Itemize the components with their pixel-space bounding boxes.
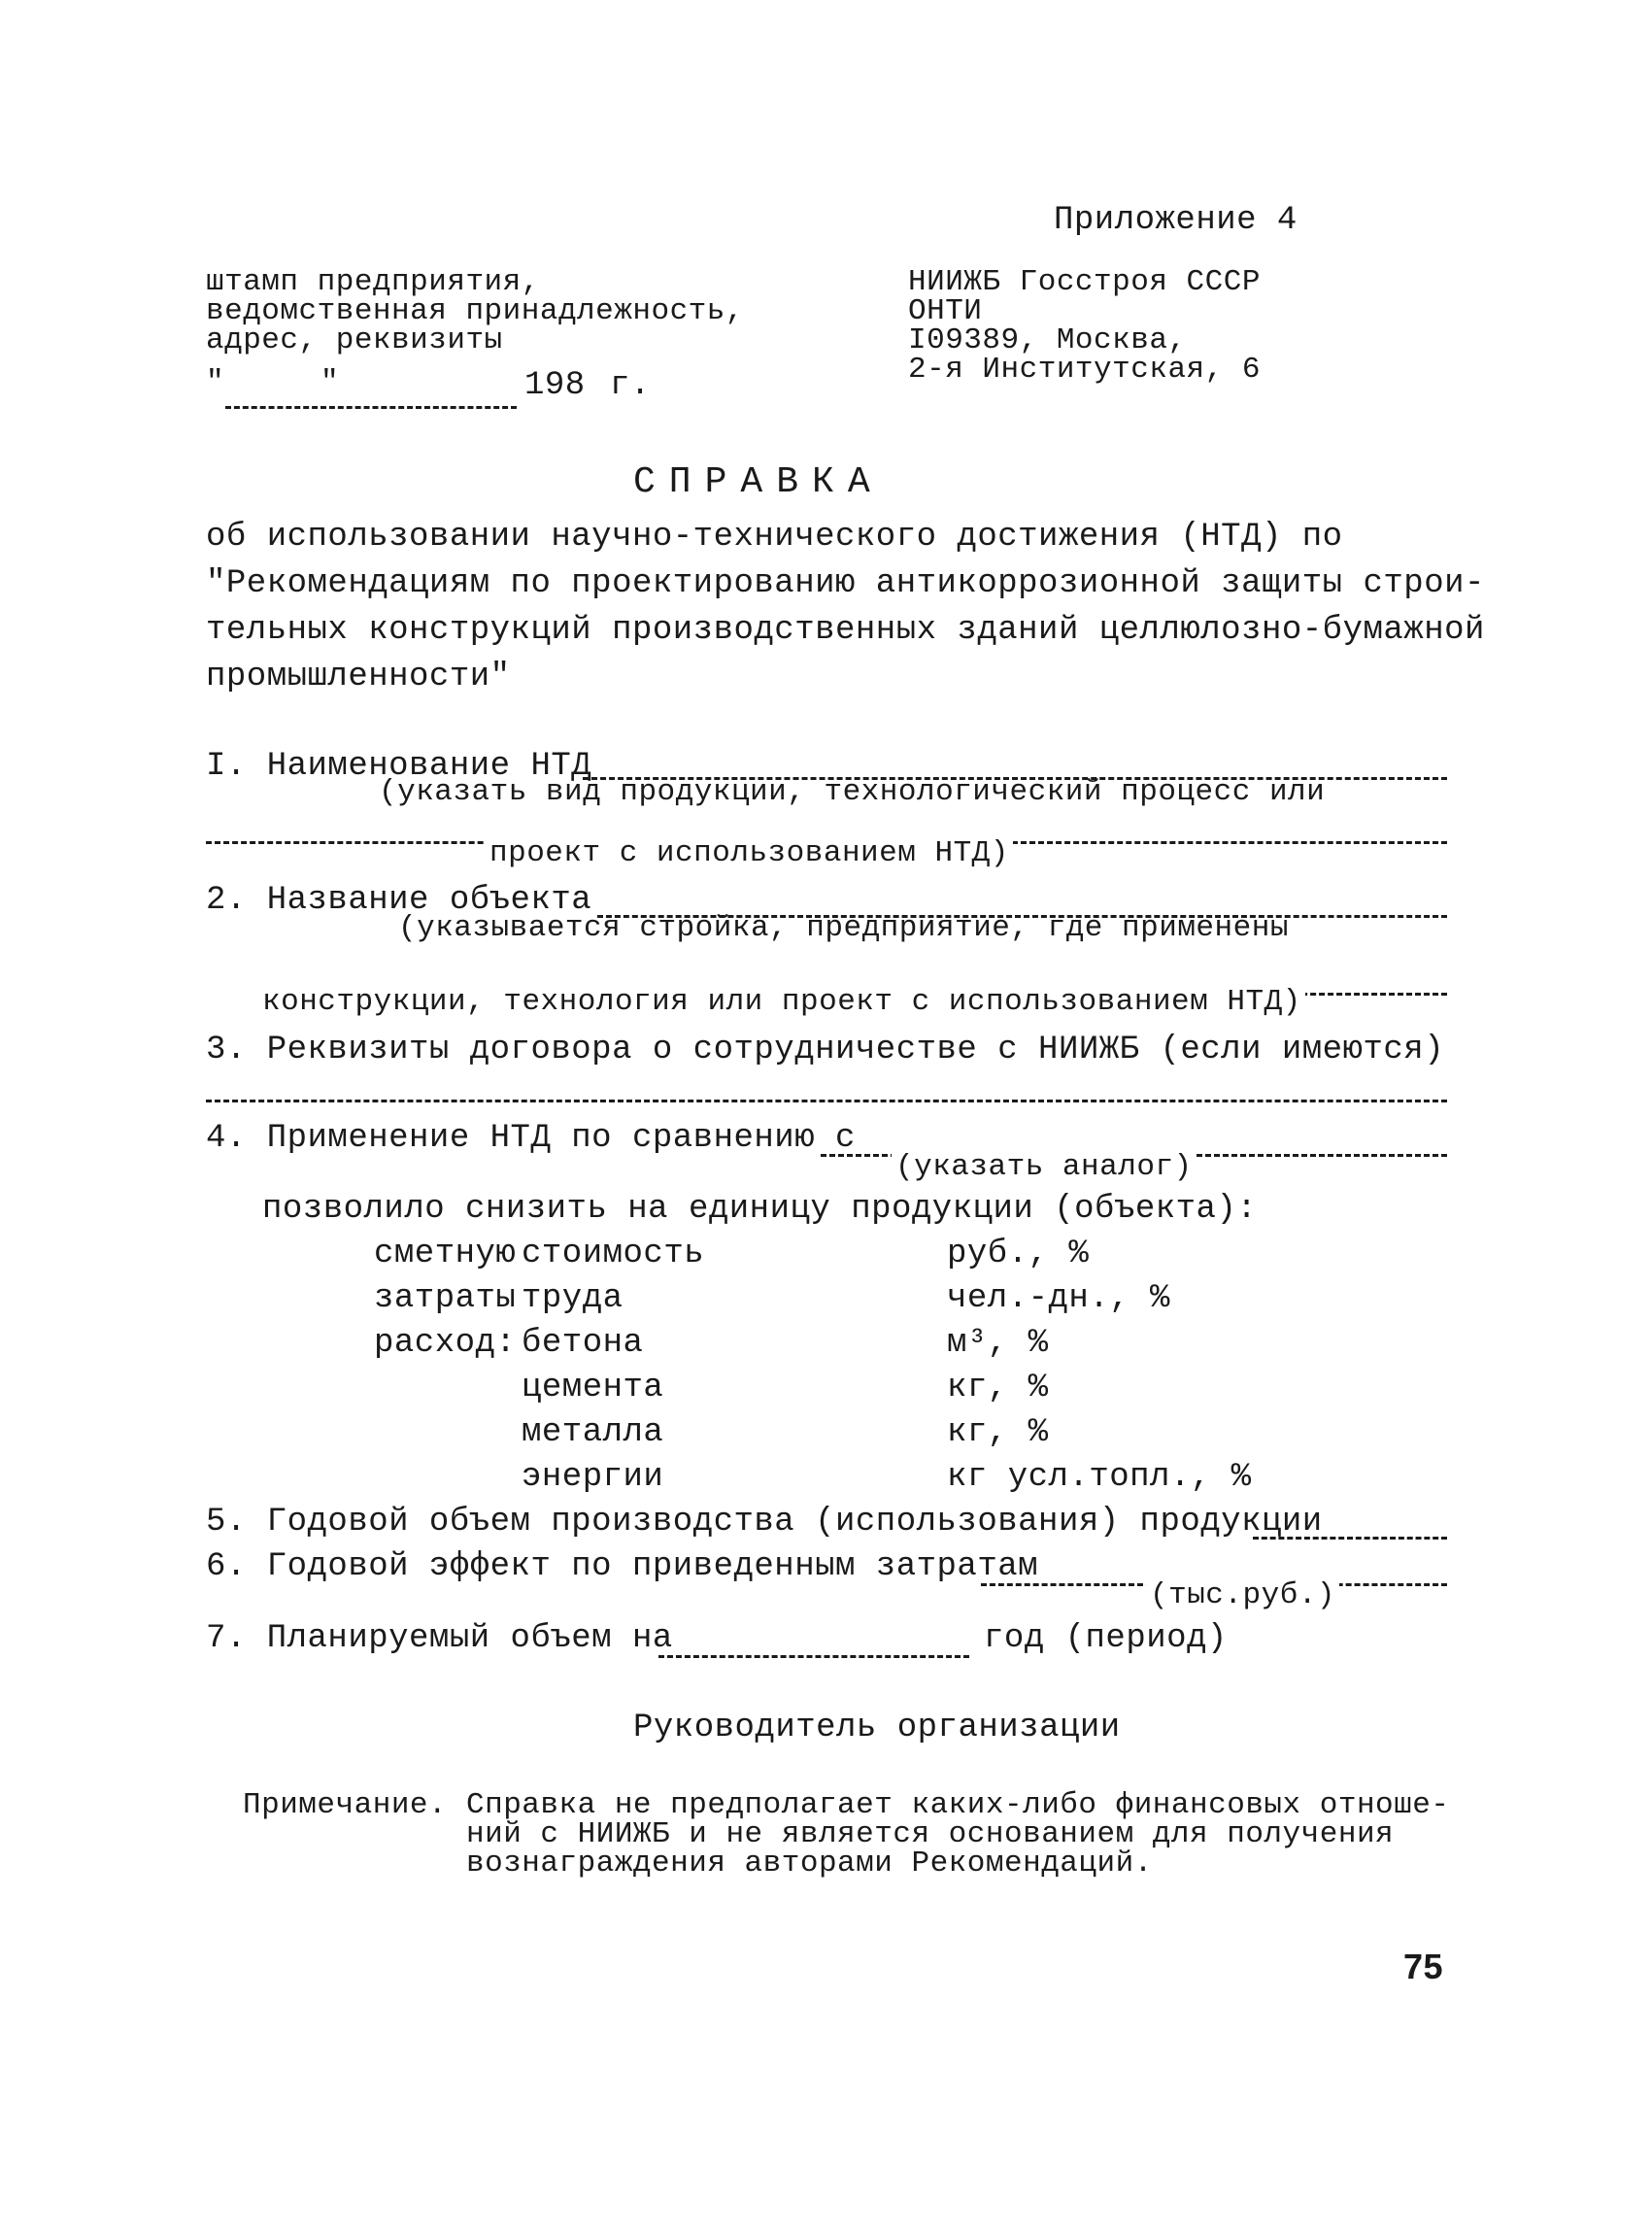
note-line-1: Справка не предполагает каких-либо финансовых отноше- <box>466 1788 1450 1822</box>
item-2-label: 2. Название объекта <box>206 882 592 919</box>
savings-name-2: труда <box>522 1280 624 1317</box>
subject-line-1: об использовании научно-технического достижения (НТД) по <box>206 519 1343 556</box>
item-5-blank <box>1253 1537 1447 1540</box>
item-7-suffix: год (период) <box>984 1620 1228 1657</box>
item-1-hint-2: проект с использованием НТД) <box>486 835 1013 872</box>
sender-line-3: адрес, реквизиты <box>206 323 503 357</box>
savings-name-4: цемента <box>522 1370 664 1406</box>
item-4-hint: (указать аналог) <box>892 1149 1197 1186</box>
document-title: СПРАВКА <box>633 461 884 503</box>
recipient-line-3: I09389, Москва, <box>908 323 1187 357</box>
note-label: Примечание. <box>243 1788 448 1822</box>
date-year: 198 <box>524 367 586 404</box>
sender-line-1: штамп предприятия, <box>206 265 540 299</box>
subject-line-2: "Рекомендациям по проектированию антикоррозионной защиты строи- <box>206 565 1485 602</box>
item-1-hint-1: (указать вид продукции, технологический процесс или <box>379 775 1326 809</box>
savings-unit-3: м³, % <box>947 1325 1049 1362</box>
item-2-hint-2: конструкции, технология или проект с использованием НТД) <box>262 984 1305 1021</box>
subject-line-3: тельных конструкций производственных зданий целлюлозно-бумажной <box>206 612 1485 649</box>
savings-unit-4: кг, % <box>947 1370 1049 1406</box>
page-number: 75 <box>1403 1947 1444 1986</box>
item-7-blank <box>658 1655 969 1658</box>
item-3-label: 3. Реквизиты договора о сотрудничестве с НИИЖБ (если имеются) <box>206 1032 1445 1068</box>
item-4-label: 4. Применение НТД по сравнению с <box>206 1120 856 1157</box>
item-7-label: 7. Планируемый объем на <box>206 1620 673 1657</box>
recipient-line-2: ОНТИ <box>908 294 983 328</box>
savings-unit-6: кг усл.топл., % <box>947 1459 1252 1496</box>
signature-label: Руководитель организации <box>633 1710 1121 1746</box>
savings-group-3: расход: <box>374 1325 517 1362</box>
savings-name-6: энергии <box>522 1459 664 1496</box>
item-2-hint-1: (указывается стройка, предприятие, где применены <box>398 911 1289 945</box>
note-line-3: вознаграждения авторами Рекомендаций. <box>466 1846 1153 1880</box>
item-6-label: 6. Годовой эффект по приведенным затратам <box>206 1548 1039 1585</box>
subject-line-4: промышленности" <box>206 659 511 695</box>
savings-name-1: стоимость <box>522 1236 705 1272</box>
item-4-intro: позволило снизить на единицу продукции (объекта): <box>262 1191 1258 1228</box>
savings-unit-1: руб., % <box>947 1236 1090 1272</box>
recipient-line-4: 2-я Институтская, 6 <box>908 353 1261 387</box>
note-line-2: ний с НИИЖБ и не является основанием для получения <box>466 1817 1395 1851</box>
savings-group-1: сметную <box>374 1236 517 1272</box>
appendix-label: Приложение 4 <box>1054 202 1298 239</box>
date-quote-open: " <box>206 365 225 399</box>
savings-unit-5: кг, % <box>947 1414 1049 1451</box>
savings-name-5: металла <box>522 1414 664 1451</box>
date-quote-close: " <box>320 365 340 399</box>
recipient-line-1: НИИЖБ Госстроя СССР <box>908 265 1261 299</box>
item-6-hint: (тыс.руб.) <box>1146 1577 1339 1614</box>
item-1-label: I. Наименование НТД <box>206 748 592 785</box>
date-blank <box>225 406 517 409</box>
savings-unit-2: чел.-дн., % <box>947 1280 1170 1317</box>
sender-line-2: ведомственная принадлежность, <box>206 294 744 328</box>
savings-name-3: бетона <box>522 1325 644 1362</box>
date-suffix: г. <box>610 367 651 404</box>
item-3-blank <box>206 1100 1447 1102</box>
item-5-label: 5. Годовой объем производства (использования) продукции <box>206 1504 1323 1541</box>
savings-group-2: затраты <box>374 1280 517 1317</box>
